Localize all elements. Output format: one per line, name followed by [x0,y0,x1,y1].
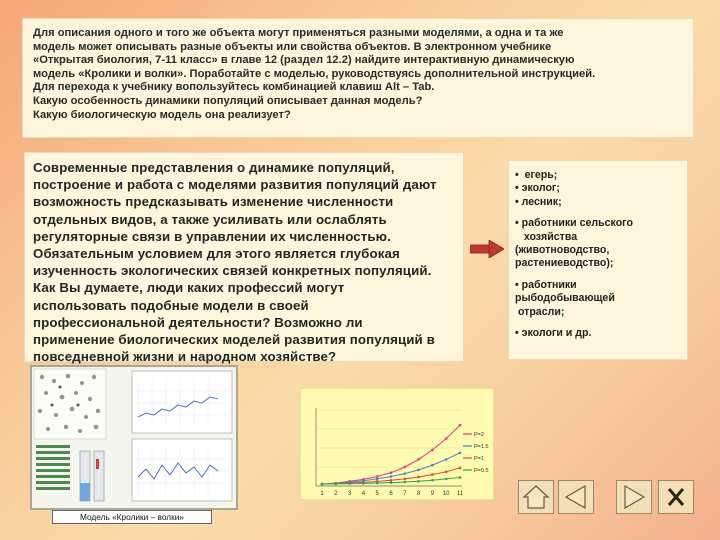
back-button[interactable] [558,480,594,514]
data-point [417,458,420,461]
task-line: Для перехода к учебнику вопользуйтесь комбинацией клавиш Alt – Tab. [33,81,435,94]
question-line: изученность экологических связей конкретных популяций. [33,263,432,279]
close-icon [659,481,693,513]
model-screenshot-image [32,367,236,508]
task-line: Для описания одного и того же объекта могут применяться разными моделями, а одна и та же [33,27,564,39]
task-line: модель «Кролики и волки». Поработайте с моделью, руководствуясь дополнительной инструкцией. [33,67,596,80]
question-line: отдельных видов, а также усиливать или ослаблять [33,211,387,227]
answer-line: • экологи и др. [515,327,592,340]
answer-line: (животноводство, [515,244,610,257]
x-tick-label: 9 [430,491,435,497]
data-point [362,482,365,485]
x-tick-label: 10 [442,491,450,497]
data-point [431,449,434,452]
answer-line: хозяйства [515,230,578,243]
question-line: профессиональной деятельности? Возможно ли [33,314,363,330]
answer-group [515,217,681,271]
model-screenshot[interactable] [30,365,238,510]
data-point [404,478,407,481]
question-line: построение и работа с моделями развития популяций дают [33,177,437,193]
x-tick-label: 3 [347,491,352,497]
data-point [404,466,407,469]
task-line: Какую биологическую модель она реализует? [33,108,291,121]
data-point [321,483,324,486]
data-point [390,471,393,474]
back-arrow-icon [559,481,593,513]
data-point [445,458,448,461]
data-point [417,480,420,483]
x-tick-label: 11 [456,491,464,497]
task-box [22,18,694,138]
question-line: регуляторные связи в управлении их численностью. [33,228,391,244]
data-point [335,483,338,486]
question-line: возможность предсказывать изменение численности [33,194,394,210]
data-point [348,482,351,485]
x-tick-label: 2 [334,491,338,497]
data-point [390,475,393,478]
legend-label: Р=1.5 [474,444,489,450]
data-point [431,464,434,467]
data-point [390,479,393,482]
right-arrow-icon [470,240,504,258]
data-point [445,478,448,481]
forward-arrow-icon [617,481,651,513]
x-tick-label: 6 [389,491,393,497]
population-chart [300,388,494,500]
data-point [390,481,393,484]
data-point [376,482,379,485]
data-point [404,481,407,484]
answer-line: • работники [515,278,577,291]
answer-box [508,160,688,360]
answer-line: отрасли; [515,305,565,318]
legend-label: Р=1 [474,456,484,462]
x-tick-label: 4 [361,491,366,497]
task-line: Какую особенность динамики популяций описывает данная модель? [33,94,423,107]
data-point [445,437,448,440]
data-point [459,476,462,479]
answer-line: • лесник; [515,195,562,208]
answer-line: растениеводство); [515,257,614,270]
close-button[interactable] [658,480,694,514]
question-line: Современные представления о динамике популяций, [33,160,395,175]
legend-label: Р=0.5 [474,468,489,474]
question-line: повседневной жизни и народном хозяйстве? [33,349,337,365]
data-point [459,467,462,470]
answer-group [515,327,681,340]
task-line: «Открытая биология, 7-11 класс» в главе 12 (раздел 12.2) найдите интерактивную динамическую [33,54,575,67]
x-tick-label: 5 [375,491,379,497]
data-point [376,478,379,481]
data-point [459,451,462,454]
answer-group [515,169,681,209]
x-tick-label: 1 [320,491,324,497]
answer-line: • эколог; [515,182,560,195]
home-button[interactable] [518,480,554,514]
task-line: модель может описывать разные объекты или свойства объектов. В электронном учебнике [33,40,552,53]
x-tick-label: 7 [403,491,407,497]
data-point [417,476,420,479]
data-point [459,424,462,427]
question-line: использовать подобные модели в своей [33,297,309,313]
question-box [24,152,464,365]
data-point [445,470,448,473]
x-tick-label: 8 [416,491,421,497]
question-line: применение биологических моделей развития популяций в [33,332,435,348]
question-line: Обязательным условием для этого является глубокая [33,246,400,262]
answer-line: рыбодобывающей [515,292,615,305]
model-caption: Модель «Кролики – волки» [52,510,212,524]
legend-label: Р=2 [474,432,484,438]
answer-group [515,279,681,319]
question-line: Как Вы думаете, люди каких профессий могут [33,280,345,296]
home-icon [519,481,553,513]
data-point [431,479,434,482]
data-point [404,472,407,475]
data-point [417,469,420,472]
answer-line: • работники сельского [515,217,633,230]
data-point [431,473,434,476]
forward-button[interactable] [616,480,652,514]
answer-line: • егерь; [515,169,558,181]
data-point [376,475,379,478]
